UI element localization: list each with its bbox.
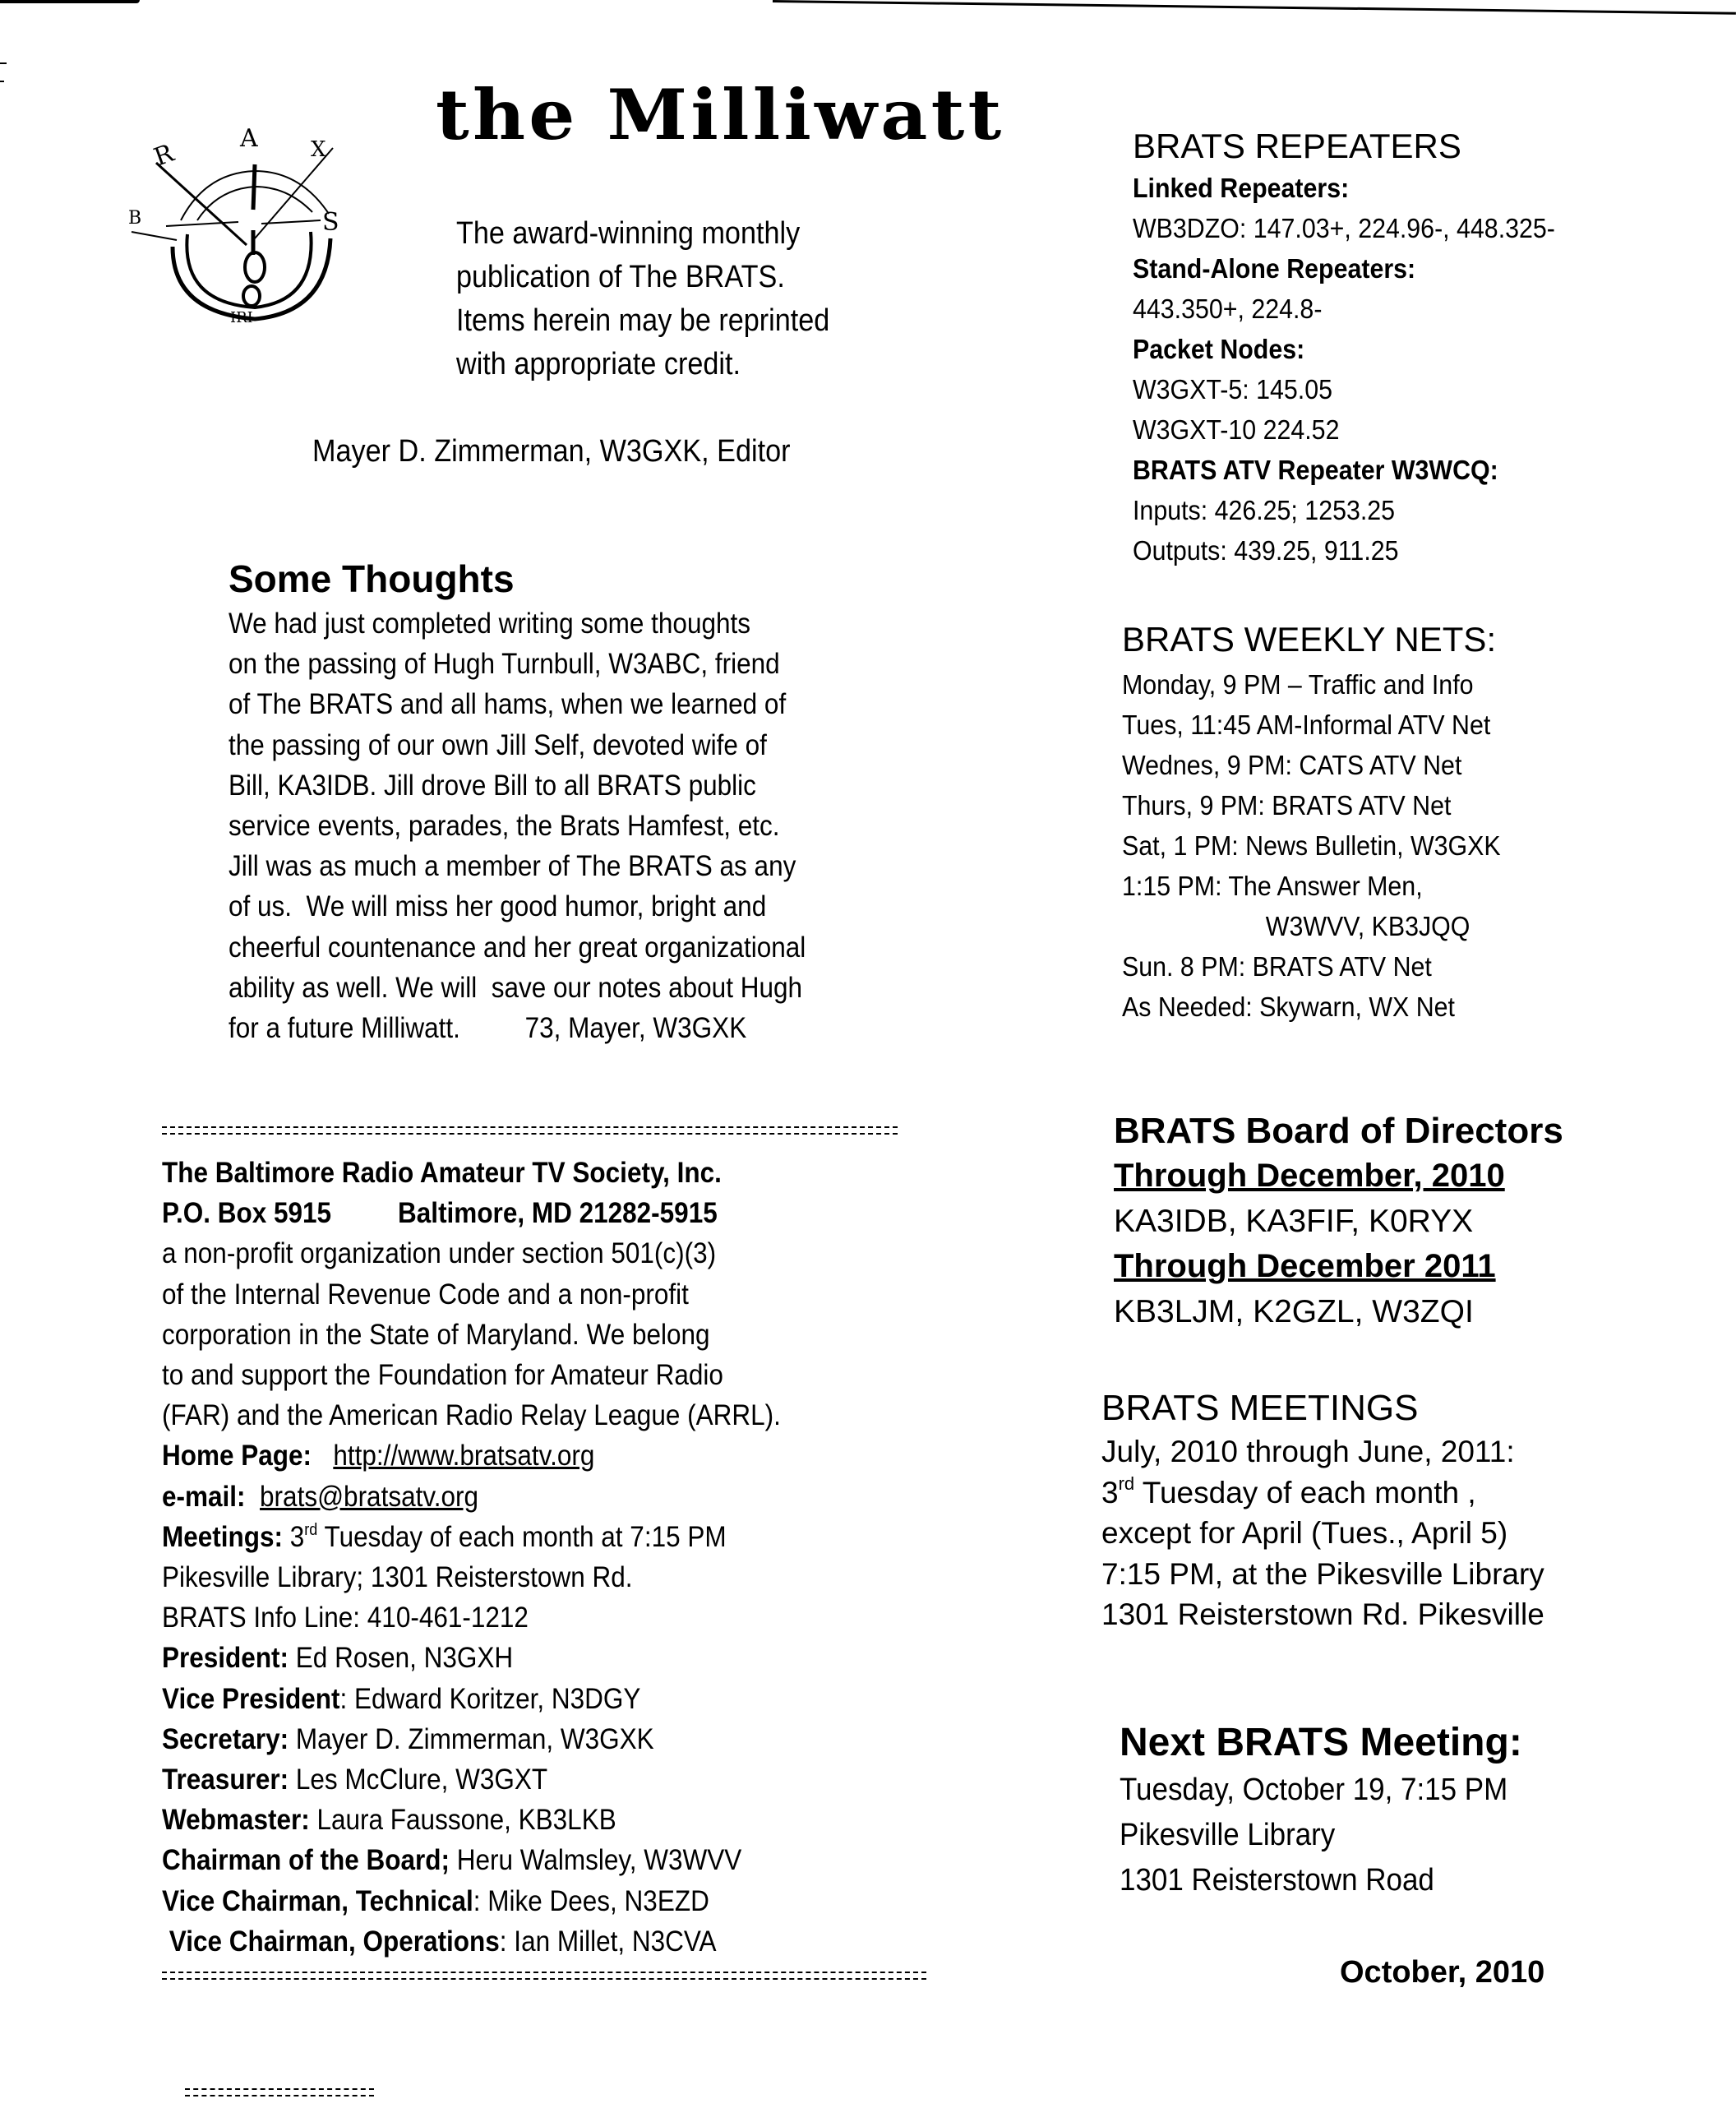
org-description-line: (FAR) and the American Radio Relay League (ARRL). <box>162 1399 781 1432</box>
svg-text:S: S <box>322 208 339 237</box>
officer-row <box>162 1638 781 1678</box>
net-line: Tues, 11:45 AM-Informal ATV Net <box>1122 710 1491 740</box>
scan-speck <box>0 81 4 82</box>
scan-edge-line <box>773 0 1736 15</box>
article-line: cheerful countenance and her great organizational <box>229 931 806 964</box>
net-line: Wednes, 9 PM: CATS ATV Net <box>1122 750 1462 780</box>
organization-info <box>162 1153 850 1962</box>
repeater-line: Linked Repeaters: <box>1133 173 1350 203</box>
meetings-location: Pikesville Library; 1301 Reisterstown Rd. <box>162 1561 633 1594</box>
officer-role: Vice President <box>162 1682 340 1715</box>
scan-speck <box>0 62 7 64</box>
next-meeting-heading: Next BRATS Meeting: <box>1120 1721 1522 1764</box>
board-heading: BRATS Board of Directors <box>1114 1111 1563 1151</box>
meetings-section <box>1101 1385 1544 1635</box>
officer-row <box>162 1840 781 1880</box>
meetings-exception: except for April (Tues., April 5) <box>1101 1516 1508 1550</box>
meetings-ordinal: 3 <box>1101 1475 1119 1509</box>
svg-text:X: X <box>311 137 326 162</box>
meetings-ordinal: 3 <box>289 1520 305 1553</box>
net-line: As Needed: Skywarn, WX Net <box>1122 992 1455 1022</box>
svg-text:R: R <box>150 138 178 173</box>
officer-role: Webmaster: <box>162 1804 310 1837</box>
meetings-schedule: Tuesday of each month , <box>1134 1475 1476 1509</box>
blurb-line: Items herein may be reprinted <box>456 303 830 338</box>
officer-row <box>162 1679 781 1719</box>
repeater-line: Outputs: 439.25, 911.25 <box>1133 535 1399 566</box>
org-city: Baltimore, MD 21282-5915 <box>398 1197 718 1230</box>
net-line: Monday, 9 PM – Traffic and Info <box>1122 669 1474 700</box>
weekly-nets-heading: BRATS WEEKLY NETS: <box>1122 620 1497 659</box>
home-page-label: Home Page: <box>162 1440 312 1472</box>
masthead-blurb <box>456 212 930 386</box>
section-divider <box>162 1126 898 1135</box>
officer-name: : Ian Millet, N3CVA <box>499 1925 717 1958</box>
ordinal-suffix: rd <box>304 1520 318 1539</box>
repeaters-section <box>1133 125 1592 571</box>
article-line: ability as well. We will save our notes about Hugh <box>229 971 803 1004</box>
officer-name: Les McClure, W3GXT <box>289 1764 548 1796</box>
article-line: on the passing of Hugh Turnbull, W3ABC, friend <box>229 648 780 681</box>
article-line: service events, parades, the Brats Hamfest, etc. <box>229 810 780 843</box>
next-meeting-address: 1301 Reisterstown Road <box>1120 1863 1434 1898</box>
org-name: The Baltimore Radio Amateur TV Society, Inc. <box>162 1157 722 1189</box>
officer-row <box>162 1759 781 1800</box>
net-line: W3WVV, KB3JQQ <box>1265 911 1471 941</box>
repeater-line: WB3DZO: 147.03+, 224.96-, 448.325- <box>1133 213 1555 243</box>
repeater-line: W3GXT-5: 145.05 <box>1133 374 1333 404</box>
home-page-link[interactable]: http://www.bratsatv.org <box>333 1440 595 1472</box>
brats-logo-icon <box>115 107 395 337</box>
meetings-address: 1301 Reisterstown Rd. Pikesville <box>1101 1597 1544 1631</box>
svg-text:IRI: IRI <box>230 309 253 326</box>
meetings-time-place: 7:15 PM, at the Pikesville Library <box>1101 1556 1544 1591</box>
board-of-directors <box>1114 1108 1563 1334</box>
officer-name: : Mike Dees, N3EZD <box>473 1884 709 1917</box>
org-po-box: P.O. Box 5915 <box>162 1197 332 1230</box>
officer-row <box>162 1921 781 1962</box>
article-body <box>229 603 870 1048</box>
meetings-heading: BRATS MEETINGS <box>1101 1388 1419 1428</box>
officer-name: : Edward Koritzer, N3DGY <box>339 1682 641 1715</box>
article-line: Bill, KA3IDB. Jill drove Bill to all BRATS public <box>229 769 756 802</box>
officer-name: Ed Rosen, N3GXH <box>289 1642 514 1675</box>
officer-name: Heru Walmsley, W3WVV <box>450 1844 742 1877</box>
email-link[interactable]: brats@bratsatv.org <box>260 1480 479 1513</box>
repeater-line: W3GXT-10 224.52 <box>1133 414 1340 445</box>
repeater-line: Packet Nodes: <box>1133 334 1305 364</box>
svg-text:B: B <box>128 208 142 229</box>
article-line: the passing of our own Jill Self, devoted wife of <box>229 728 767 761</box>
officer-role: Vice Chairman, Operations <box>162 1925 500 1958</box>
next-meeting-section <box>1120 1718 1541 1903</box>
repeater-line: Stand-Alone Repeaters: <box>1133 253 1416 284</box>
meetings-label: Meetings: <box>162 1520 284 1553</box>
board-term-label: Through December, 2010 <box>1114 1158 1505 1194</box>
article-line: of The BRATS and all hams, when we learned of <box>229 688 787 721</box>
officer-role: Vice Chairman, Technical <box>162 1884 473 1917</box>
board-term-label: Through December 2011 <box>1114 1248 1496 1284</box>
svg-text:A: A <box>240 124 258 153</box>
meetings-period: July, 2010 through June, 2011: <box>1101 1435 1515 1468</box>
officer-row <box>162 1800 781 1840</box>
officer-role: President: <box>162 1642 289 1675</box>
editor-credit: Mayer D. Zimmerman, W3GXK, Editor <box>312 434 791 469</box>
scan-edge-mark <box>0 0 140 3</box>
article-line: for a future Milliwatt. 73, Mayer, W3GXK <box>229 1012 747 1045</box>
officer-row <box>162 1719 781 1759</box>
some-thoughts-article <box>229 556 870 1048</box>
issue-date: October, 2010 <box>1340 1955 1545 1990</box>
repeaters-heading: BRATS REPEATERS <box>1133 127 1461 165</box>
board-term-members: KA3IDB, KA3FIF, K0RYX <box>1114 1204 1474 1239</box>
board-term-members: KB3LJM, K2GZL, W3ZQI <box>1114 1294 1474 1329</box>
next-meeting-place: Pikesville Library <box>1120 1818 1336 1852</box>
article-line: We had just completed writing some thoughts <box>229 608 751 640</box>
officer-role: Treasurer: <box>162 1764 289 1796</box>
org-description-line: a non-profit organization under section 501(c)(3) <box>162 1237 717 1270</box>
net-line: Thurs, 9 PM: BRATS ATV Net <box>1122 790 1452 821</box>
blurb-line: with appropriate credit. <box>456 347 741 381</box>
officer-role: Chairman of the Board; <box>162 1844 450 1877</box>
repeater-line: 443.350+, 224.8- <box>1133 294 1323 324</box>
officer-name: Mayer D. Zimmerman, W3GXK <box>289 1722 654 1755</box>
org-description-line: to and support the Foundation for Amateur Radio <box>162 1359 723 1392</box>
org-description-line: corporation in the State of Maryland. We belong <box>162 1318 710 1351</box>
article-line: Jill was as much a member of The BRATS as any <box>229 850 796 883</box>
blurb-line: publication of The BRATS. <box>456 260 785 294</box>
newsletter-title: the Milliwatt <box>436 74 1005 155</box>
info-line: BRATS Info Line: 410-461-1212 <box>162 1602 529 1634</box>
net-line: Sat, 1 PM: News Bulletin, W3GXK <box>1122 830 1501 861</box>
meetings-text: Tuesday of each month at 7:15 PM <box>317 1520 727 1553</box>
article-heading: Some Thoughts <box>229 557 515 600</box>
blurb-line: The award-winning monthly <box>456 216 801 251</box>
net-line: Sun. 8 PM: BRATS ATV Net <box>1122 951 1432 982</box>
repeater-line: BRATS ATV Repeater W3WCQ: <box>1133 455 1498 485</box>
net-line: 1:15 PM: The Answer Men, <box>1122 871 1423 901</box>
officer-name: Laura Faussone, KB3LKB <box>309 1804 616 1837</box>
email-label: e-mail: <box>162 1480 246 1513</box>
next-meeting-date: Tuesday, October 19, 7:15 PM <box>1120 1773 1508 1807</box>
officer-row <box>162 1881 781 1921</box>
article-line: of us. We will miss her good humor, bright and <box>229 890 767 923</box>
section-divider <box>185 2088 374 2096</box>
org-description-line: of the Internal Revenue Code and a non-profit <box>162 1278 689 1311</box>
ordinal-suffix: rd <box>1118 1472 1135 1494</box>
weekly-nets-section <box>1122 615 1534 1027</box>
section-divider <box>162 1972 926 1980</box>
officer-role: Secretary: <box>162 1722 289 1755</box>
repeater-line: Inputs: 426.25; 1253.25 <box>1133 495 1396 525</box>
